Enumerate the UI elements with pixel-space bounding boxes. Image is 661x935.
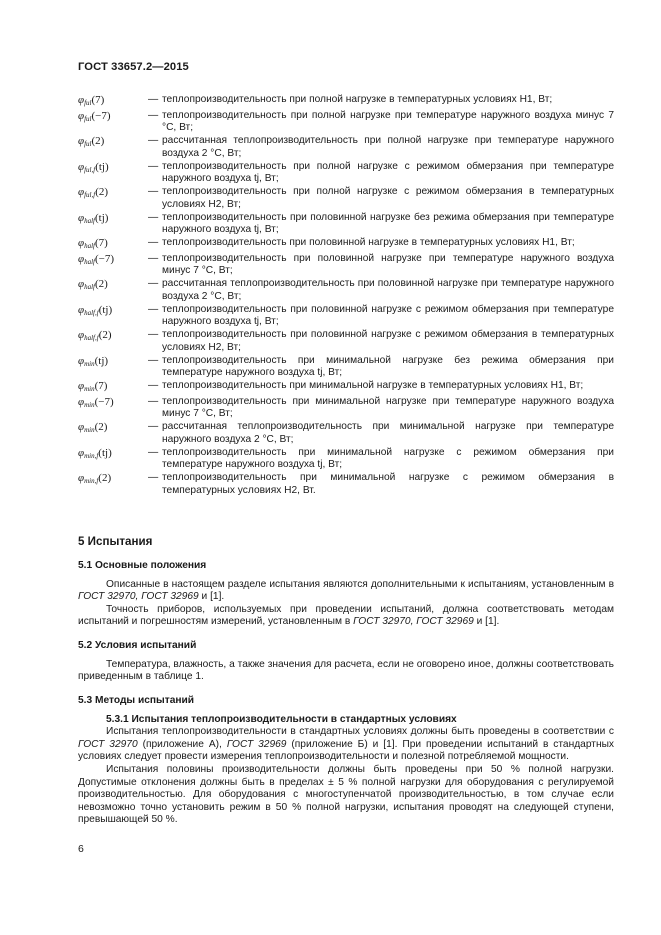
definition-text: теплопроизводительность при полной нагрузке в температурных условиях Н1, Вт; <box>162 94 553 105</box>
definition-text: теплопроизводительность при половинной нагрузке с режимом обмерзания в температурных условиях Н2, Вт; <box>162 329 614 353</box>
definition-dash: — <box>148 446 159 458</box>
definition-text: теплопроизводительность при минимальной нагрузке без режима обмерзания при температуре наружного воздуха tj, Вт; <box>162 354 614 379</box>
definition-dash: — <box>148 278 159 290</box>
definition-dash: — <box>148 160 159 172</box>
definition-symbol: $\varphi_{min}(7)$ <box>78 380 108 394</box>
definition-row <box>78 329 614 354</box>
definition-text: рассчитанная теплопроизводительность при полной нагрузке при температуре наружного воздуха 2 °С, Вт; <box>162 135 614 159</box>
definition-symbol: $\varphi_{half}(tj)$ <box>78 211 109 225</box>
section-5-3-1-title: 5.3.1 Испытания теплопроизводительности в стандартных условиях <box>106 713 457 725</box>
definition-symbol: $\varphi_{half}(-7)$ <box>78 253 115 267</box>
definition-text: теплопроизводительность при половинной нагрузке при температуре наружного воздуха минус 7 °С, Вт; <box>162 253 614 277</box>
definition-dash: — <box>148 396 159 408</box>
section-5-3-1-paragraph-2: Испытания половины производительности должны быть проведены при 50 % полной нагрузки. Допустимые отклонения должны быть в пределах ± 5 % полной нагрузки для оборудования с регулируемой производительностью. Для оборудования с многоступенчатой производительностью, в том случае если невозможно точно установить режим в 50 % полной нагрузки, испытания проводят на следующей ступени, превышающей 50 %. <box>78 763 614 826</box>
definition-text: теплопроизводительность при минимальной нагрузке при температуре наружного воздуха минус 7 °С, Вт; <box>162 396 614 420</box>
section-5-1-title: 5.1 Основные положения <box>78 560 207 571</box>
definition-dash: — <box>148 354 159 366</box>
definition-row <box>78 355 614 380</box>
definition-dash: — <box>148 237 159 249</box>
section-5-3-1-paragraph-1: Испытания теплопроизводительности в стандартных условиях должны быть проведены в соответствии с ГОСТ 32970 (приложение А), ГОСТ 32969 (приложение Б) и [1]. При проведении испытаний в стандартных условиях следует провести измерения теплопроизводительности и полезной потребляемой мощности. <box>78 726 614 763</box>
definition-symbol: $\varphi_{ful}(2)$ <box>78 135 105 149</box>
definition-text: рассчитанная теплопроизводительность при половинной нагрузке при температуре наружного воздуха 2 °С, Вт; <box>162 278 614 302</box>
definition-symbol: $\varphi_{half,f}(2)$ <box>78 329 112 343</box>
definition-row <box>78 421 614 446</box>
definition-dash: — <box>148 211 159 223</box>
definition-dash: — <box>148 472 159 484</box>
definition-row <box>78 212 614 237</box>
definition-text: теплопроизводительность при половинной нагрузке в температурных условиях Н1, Вт; <box>162 237 575 249</box>
section-5-title: 5 Испытания <box>78 535 153 548</box>
definition-dash: — <box>148 421 159 433</box>
definition-text: теплопроизводительность при половинной нагрузке без режима обмерзания при температуре наружного воздуха tj, Вт; <box>162 211 614 236</box>
section-5-1 <box>78 560 614 629</box>
definition-symbol: $\varphi_{min}(tj)$ <box>78 354 109 368</box>
definition-row <box>78 253 614 278</box>
definition-dash: — <box>148 380 159 392</box>
section-5-3 <box>78 695 614 827</box>
definition-text: теплопроизводительность при минимальной нагрузке с режимом обмерзания при температуре наружного воздуха tj, Вт; <box>162 446 614 471</box>
definition-row <box>78 472 614 497</box>
section-5-2-paragraph-1: Температура, влажность, а также значения для расчета, если не оговорено иное, должны соответствовать приведенным в таблице 1. <box>78 658 614 683</box>
definition-dash: — <box>148 110 159 121</box>
page-number: 6 <box>78 843 84 855</box>
definition-symbol: $\varphi_{half,f}(tj)$ <box>78 303 113 317</box>
definition-symbol: $\varphi_{ful,f}(2)$ <box>78 186 109 200</box>
definition-symbol: $\varphi_{min}(2)$ <box>78 421 108 435</box>
definition-row <box>78 396 614 421</box>
definition-row <box>78 135 614 160</box>
definition-symbol: $\varphi_{ful,f}(tj)$ <box>78 160 109 174</box>
definitions-list <box>78 94 614 498</box>
section-5-2-title: 5.2 Условия испытаний <box>78 640 197 651</box>
definition-symbol: $\varphi_{min}(-7)$ <box>78 396 114 410</box>
section-5-1-paragraph-1: Описанные в настоящем разделе испытания являются дополнительными к испытаниям, установленным в ГОСТ 32970, ГОСТ 32969 и [1]. <box>78 578 614 603</box>
definition-symbol: $\varphi_{half}(7)$ <box>78 237 108 251</box>
definition-symbol: $\varphi_{ful}(7)$ <box>78 94 105 107</box>
definition-row <box>78 304 614 329</box>
definition-text: рассчитанная теплопроизводительность при минимальной нагрузке при температуре наружного воздуха 2 °С, Вт; <box>162 421 614 445</box>
definition-text: теплопроизводительность при минимальной нагрузке в температурных условиях Н1, Вт; <box>162 380 584 392</box>
document-header: ГОСТ 33657.2—2015 <box>78 61 189 73</box>
definition-dash: — <box>148 253 159 265</box>
section-5-1-paragraph-2: Точность приборов, используемых при проведении испытаний, должна соответствовать методам испытаний и погрешностям измерений, установленным в ГОСТ 32970, ГОСТ 32969 и [1]. <box>78 603 614 628</box>
definition-row <box>78 278 614 303</box>
definition-row <box>78 110 614 135</box>
definition-symbol: $\varphi_{half}(2)$ <box>78 278 108 292</box>
definition-row <box>78 447 614 472</box>
definition-row <box>78 380 614 395</box>
definition-row <box>78 186 614 211</box>
definition-text: теплопроизводительность при полной нагрузке с режимом обмерзания в температурных условиях Н2, Вт; <box>162 186 614 210</box>
definition-dash: — <box>148 94 159 105</box>
section-5-2 <box>78 640 614 684</box>
definition-dash: — <box>148 186 159 198</box>
section-5 <box>78 536 614 549</box>
definition-symbol: $\varphi_{ful}(-7)$ <box>78 110 111 123</box>
definition-symbol: $\varphi_{min,f}(2)$ <box>78 472 112 486</box>
definition-row <box>78 161 614 186</box>
definition-text: теплопроизводительность при полной нагрузке при температуре наружного воздуха минус 7 °С, Вт; <box>162 110 614 134</box>
definition-text: теплопроизводительность при полной нагрузке с режимом обмерзания при температуре наружного воздуха tj, Вт; <box>162 160 614 185</box>
definition-dash: — <box>148 135 159 147</box>
section-5-3-title: 5.3 Методы испытаний <box>78 695 195 706</box>
definition-text: теплопроизводительность при минимальной нагрузке с режимом обмерзания в температурных условиях Н2, Вт. <box>162 472 614 496</box>
definition-row <box>78 237 614 252</box>
definition-dash: — <box>148 303 159 315</box>
definition-symbol: $\varphi_{min,f}(tj)$ <box>78 446 112 460</box>
definition-row <box>78 94 614 109</box>
definition-dash: — <box>148 329 159 341</box>
definition-text: теплопроизводительность при половинной нагрузке с режимом обмерзания при температуре наружного воздуха tj, Вт; <box>162 303 614 328</box>
